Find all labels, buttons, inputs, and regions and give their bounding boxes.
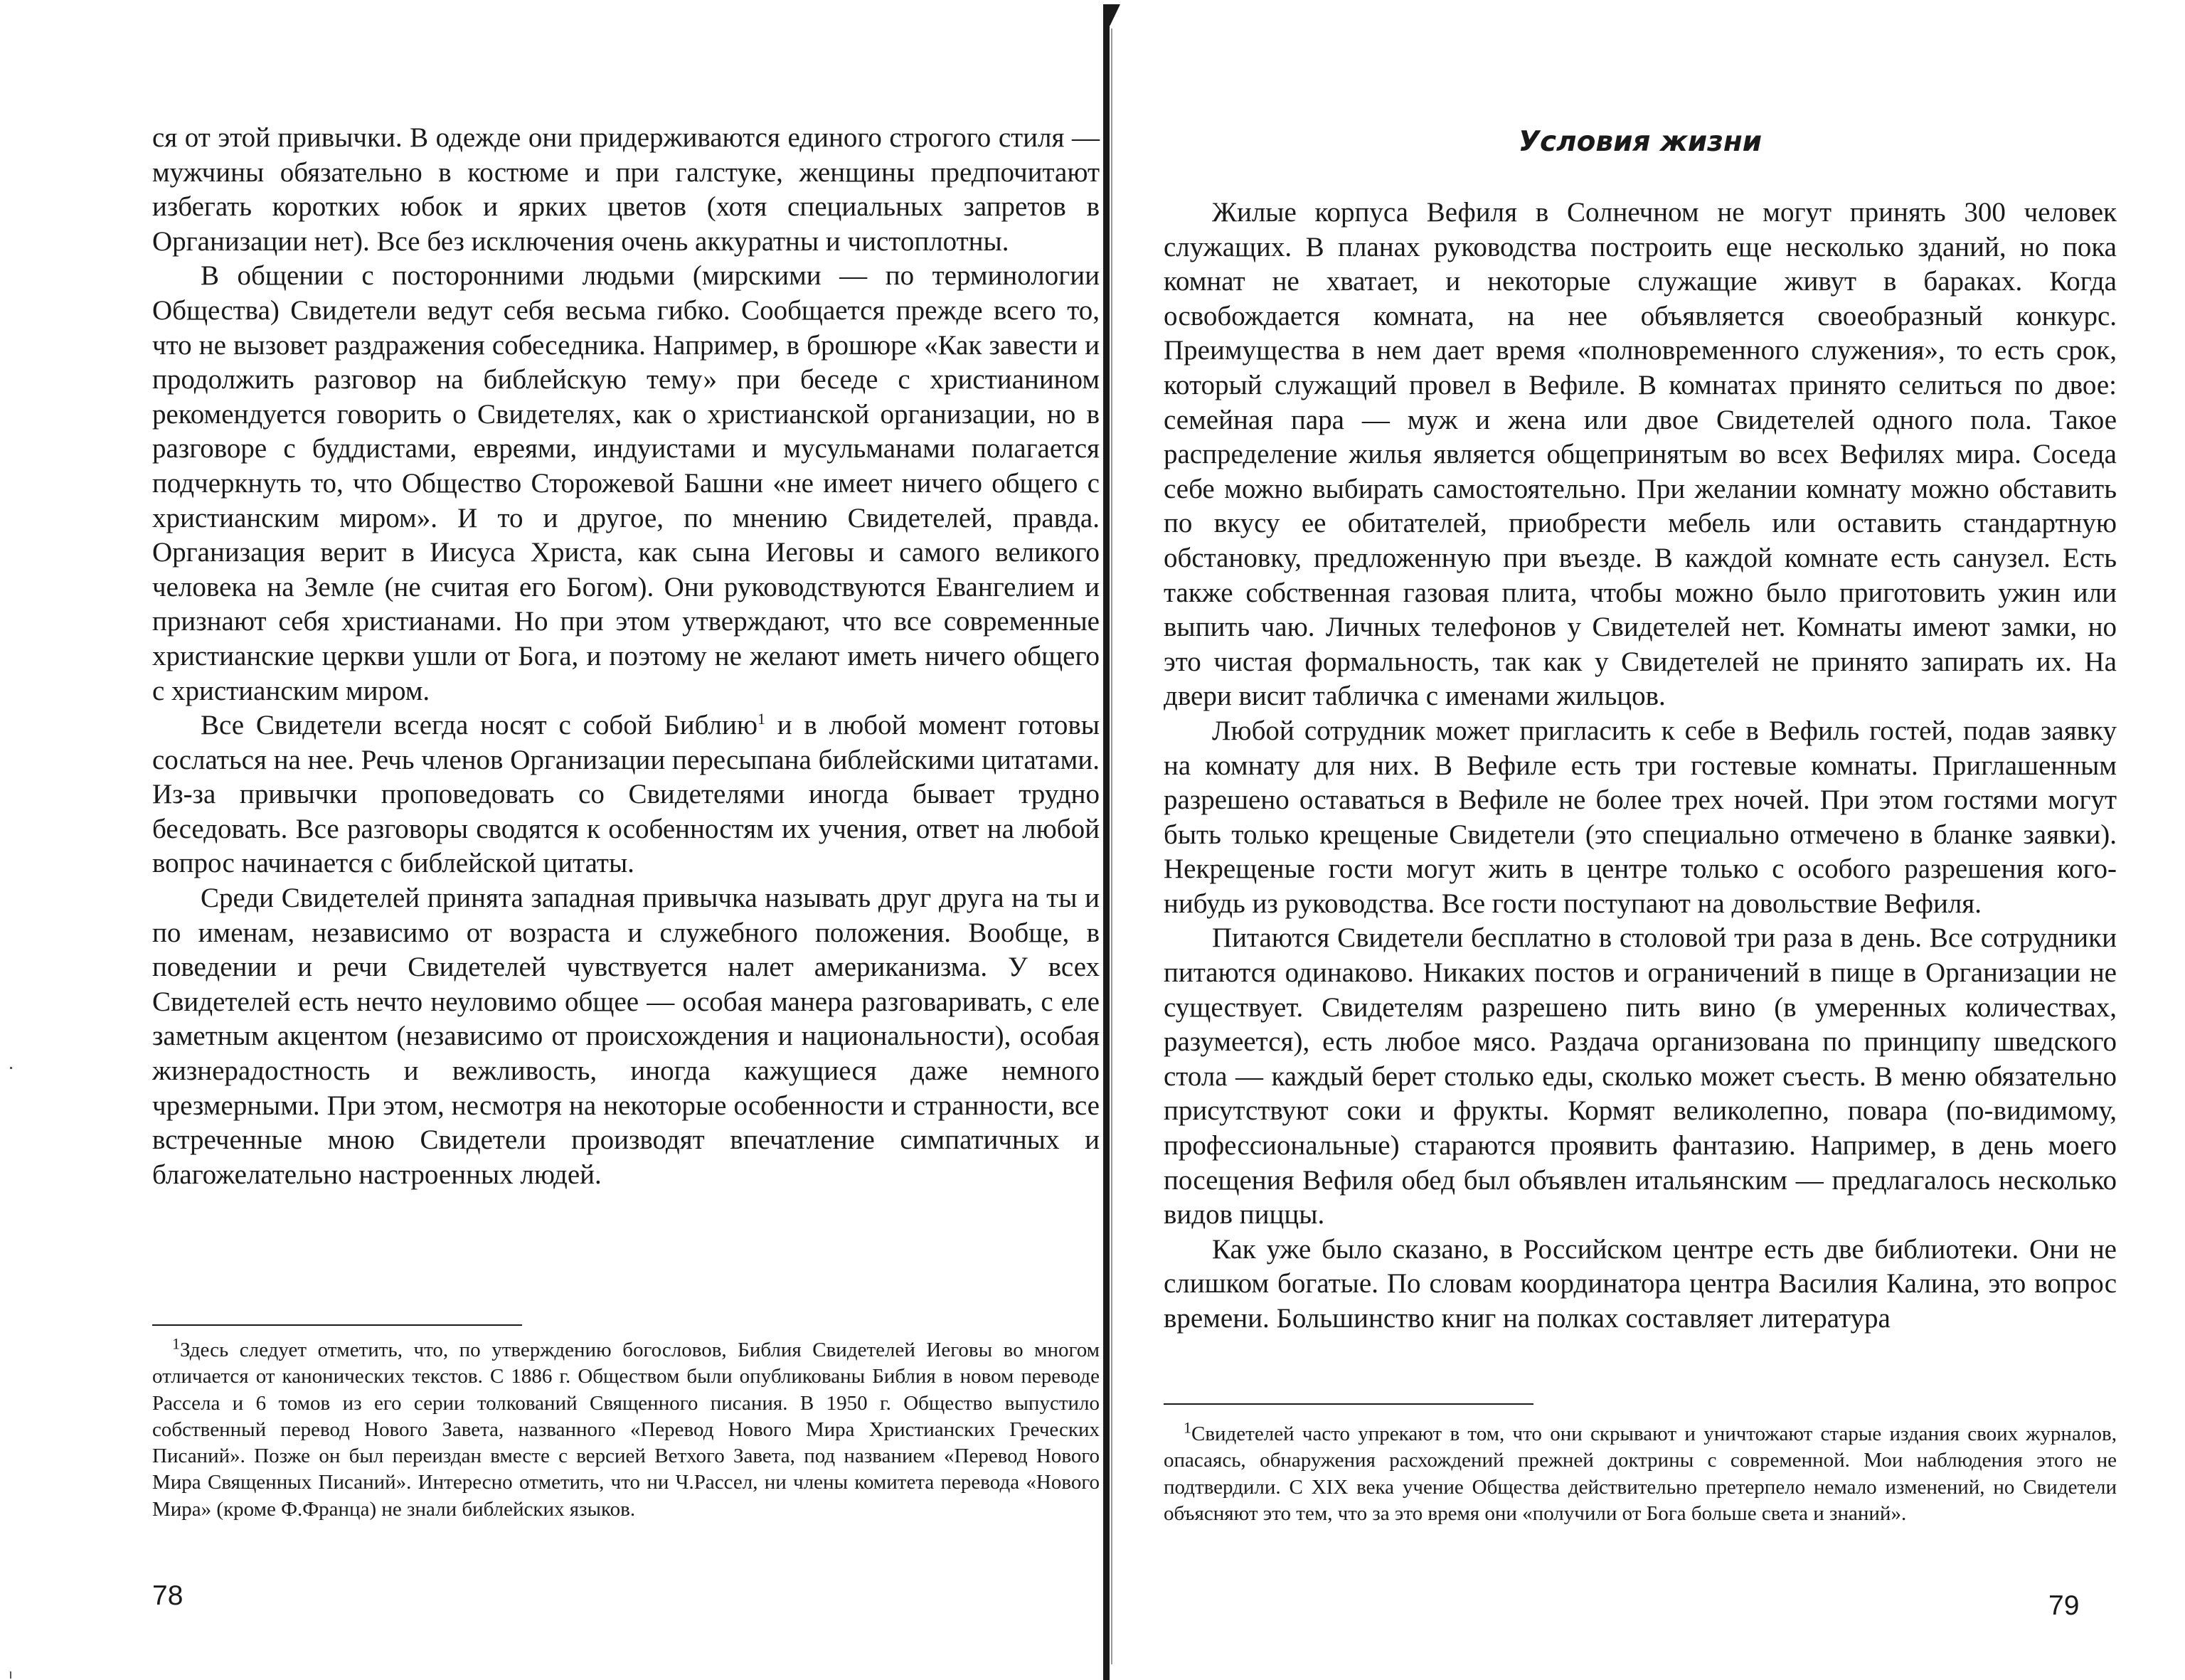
left-footnote-marker: 1	[172, 1334, 180, 1353]
right-footnote-text: Свидетелей часто упрекают в том, что они скрывают и уничтожают старые издания своих журналов, опасаясь, обнаружения расхождений прежней доктрины с современной. Мои наблюдения этого не подтвердили. С XIX века учение Общества действительно претерпело немало изменений, но Свидетели объясняют это тем, что за это время они «получили от Бога больше света и знаний».	[1164, 1423, 2117, 1525]
right-paragraph-2: Любой сотрудник может пригласить к себе в Вефиль гостей, подав заявку на комнату для них. В Вефиле есть три гостевые комнаты. Приглашенным разрешено оставаться в Вефиле не более трех ночей. При этом гостями могут быть только крещеные Свидетели (это специально отмечено в бланке заявки). Некрещеные гости могут жить в центре только с особого разрешения кого-нибудь из руководства. Все гости поступают на довольствие Вефиля.	[1164, 715, 2117, 919]
left-paragraph-4: Среди Свидетелей принята западная привычка называть друг друга на ты и по именам, независимо от возраста и служебного положения. Вообще, в поведении и речи Свидетелей чувствуется налет американизма. У всех Свидетелей есть нечто неуловимо общее — особая манера разговаривать, с еле заметным акцентом (независимо от происхождения и национальности), особая жизнерадостность и вежливость, иногда кажущиеся даже немного чрезмерными. При этом, несмотря на некоторые особенности и странности, все встреченные мною Свидетели производят впечатление симпатичных и благожелательно настроенных людей.	[152, 883, 1100, 1190]
right-footnote-rule	[1164, 1403, 1533, 1405]
left-paragraph-2: В общении с посторонними людьми (мирскими — по терминологии Общества) Свидетели ведут себя весьма гибко. Сообщается прежде всего то, что не вызовет раздражения собеседника. Например, в брошюре «Как завести и продолжить разговор на библейскую тему» при беседе с христианином рекомендуется говорить о Свидетелях, как о христианской организации, но в разговоре с буддистами, евреями, индуистами и мусульманами полагается подчеркнуть то, что Общество Сторожевой Башни «не имеет ничего общего с христианским миром». И то и другое, по мнению Свидетелей, правда. Организация верит в Иисуса Христа, как сына Иеговы и самого великого человека на Земле (не считая его Богом). Они руководствуются Евангелием и признают себя христианами. Но при этом утверждают, что все современные христианские церкви ушли от Бога, и поэтому не желают иметь ничего общего с христианским миром.	[152, 260, 1100, 706]
right-footnote-marker: 1	[1184, 1418, 1191, 1437]
section-heading: Условия жизни	[1518, 126, 1763, 158]
binding-spine-edge	[1111, 28, 1112, 1664]
right-page-number: 79	[2048, 1590, 2080, 1621]
scan-speck	[10, 1067, 12, 1069]
left-paragraph-1: ся от этой привычки. В одежде они придерживаются единого строгого стиля — мужчины обязательно в костюме и при галстуке, женщины предпочитают избегать коротких юбок и ярких цветов (хотя специальных запретов в Организации нет). Все без исключения очень аккуратны и чистоплотны.	[152, 122, 1100, 257]
scan-speck	[10, 1671, 11, 1679]
left-footnote-rule	[152, 1324, 522, 1326]
left-paragraph-3-start: Все Свидетели всегда носят с собой Библию	[201, 710, 757, 741]
left-paragraph-3-end: и в любой момент готовы сослаться на нее. Речь членов Организации пересыпана библейскими цитатами. Из-за привычки проповедовать со Свидетелями иногда бывает трудно беседовать. Все разговоры сводятся к особенностям их учения, ответ на любой вопрос начинается с библейской цитаты.	[152, 710, 1100, 879]
right-paragraph-4: Как уже было сказано, в Российском центре есть две библиотеки. Они не слишком богатые. По словам координатора центра Василия Калина, это вопрос времени. Большинство книг на полках составляет литература	[1164, 1233, 2117, 1334]
left-page-body	[152, 121, 1100, 1192]
right-page	[1124, 0, 2185, 1680]
right-footnote	[1164, 1418, 2117, 1527]
footnote-marker: 1	[757, 710, 765, 728]
right-paragraph-3: Питаются Свидетели бесплатно в столовой три раза в день. Все сотрудники питаются одинаково. Никаких постов и ограничений в пище в Организации не существует. Свидетелям разрешено пить вино (в умеренных количествах, разумеется), есть любое мясо. Раздача организована по принципу шведского стола — каждый берет столько еды, сколько может съесть. В меню обязательно присутствуют соки и фрукты. Кормят великолепно, повара (по-видимому, профессиональные) стараются проявить фантазию. Например, в день моего посещения Вефиля обед был объявлен итальянским — предлагалось несколько видов пиццы.	[1164, 923, 2117, 1230]
left-footnote	[152, 1334, 1100, 1523]
left-paragraph-3	[152, 708, 1100, 881]
binding-spine	[1103, 13, 1110, 1680]
right-page-body	[1164, 196, 2117, 1336]
right-paragraph-1: Жилые корпуса Вефиля в Солнечном не могут принять 300 человек служащих. В планах руководства построить еще несколько зданий, но пока комнат не хватает, и некоторые служащие живут в бараках. Когда освобождается комната, на нее объявляется своеобразный конкурс. Преимущества в нем дает время «полновременного служения», то есть срок, который служащий провел в Вефиле. В комнатах принято селиться по двое: семейная пара — муж и жена или двое Свидетелей одного пола. Такое распределение жилья является общепринятым во всех Вефилях мира. Соседа себе можно выбирать самостоятельно. При желании комнату можно обставить по вкусу ее обитателей, приобрести мебель или оставить стандартную обстановку, предложенную при въезде. В каждой комнате есть санузел. Есть также собственная газовая плита, чтобы можно было приготовить ужин или выпить чаю. Личных телефонов у Свидетелей нет. Комнаты имеют замки, но это чистая формальность, так как у Свидетелей не принято запирать их. На двери висит табличка с именами жильцов.	[1164, 197, 2117, 712]
left-page-number: 78	[152, 1580, 184, 1611]
left-footnote-text: Здесь следует отметить, что, по утверждению богословов, Библия Свидетелей Иеговы во многом отличается от канонических текстов. С 1886 г. Обществом были опубликованы Библия в новом переводе Рассела и 6 томов из его серии толкований Священного писания. В 1950 г. Общество выпустило собственный перевод Нового Завета, названного «Перевод Нового Мира Христианских Греческих Писаний». Позже он был переиздан вместе с версией Ветхого Завета, под названием «Перевод Нового Мира Священных Писаний». Интересно отметить, что ни Ч.Рассел, ни члены комитета перевода «Нового Мира» (кроме Ф.Франца) не знали библейских языков.	[152, 1339, 1100, 1521]
